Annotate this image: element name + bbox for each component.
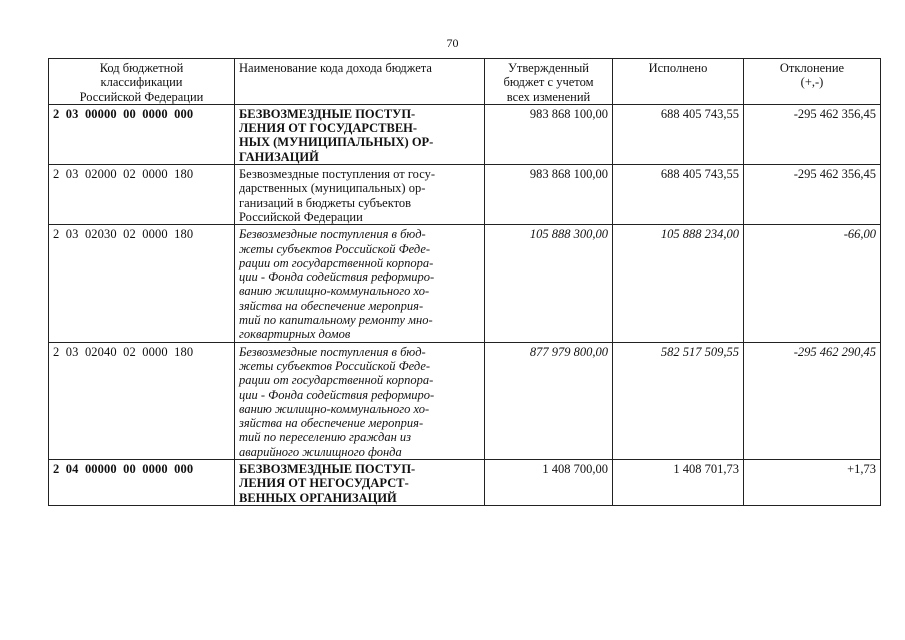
row-name-line: гоквартирных домов bbox=[239, 327, 351, 342]
row-deviation: -66,00 bbox=[744, 225, 881, 342]
row-deviation: -295 462 290,45 bbox=[744, 342, 881, 459]
table-header-row bbox=[49, 59, 881, 105]
row-name-line: тий по переселению граждан из bbox=[239, 430, 412, 445]
row-name-line: Безвозмездные поступления от госу- bbox=[239, 167, 436, 182]
row-name-line: зяйства на обеспечение мероприя- bbox=[239, 416, 424, 431]
row-name-line: аварийного жилищного фонда bbox=[239, 444, 402, 459]
row-name-line: рации от государственной корпора- bbox=[239, 373, 434, 388]
row-name-line: НЫХ (МУНИЦИПАЛЬНЫХ) ОР- bbox=[239, 135, 434, 150]
header-plan-line: Утвержденный bbox=[508, 61, 589, 75]
row-name-line: ции - Фонда содействия реформиро- bbox=[239, 270, 435, 285]
row-name-line: жеты субъектов Российской Феде- bbox=[239, 241, 431, 256]
header-plan-line: всех изменений bbox=[506, 89, 591, 104]
row-name-line: ции - Фонда содействия реформиро- bbox=[239, 387, 435, 402]
header-code bbox=[49, 59, 235, 105]
row-executed: 688 405 743,55 bbox=[613, 104, 744, 164]
row-name-line: Безвозмездные поступления в бюд- bbox=[239, 227, 426, 242]
row-name-line: ванию жилищно-коммунального хо- bbox=[239, 284, 430, 299]
row-name-line: жеты субъектов Российской Феде- bbox=[239, 358, 431, 373]
header-deviation-line: Отклонение bbox=[779, 61, 845, 75]
header-plan bbox=[485, 59, 613, 105]
row-plan: 877 979 800,00 bbox=[485, 342, 613, 459]
row-deviation: -295 462 356,45 bbox=[744, 165, 881, 225]
row-plan: 1 408 700,00 bbox=[485, 460, 613, 506]
header-deviation-line: (+,-) bbox=[800, 75, 824, 90]
row-name-line: ЛЕНИЯ ОТ НЕГОСУДАРСТ- bbox=[239, 476, 409, 491]
row-executed: 1 408 701,73 bbox=[613, 460, 744, 506]
row-plan: 983 868 100,00 bbox=[485, 165, 613, 225]
row-name-line: ганизаций в бюджеты субъектов bbox=[239, 195, 412, 210]
row-name-line: БЕЗВОЗМЕЗДНЫЕ ПОСТУП- bbox=[239, 462, 416, 477]
row-code: 2 03 00000 00 0000 000 bbox=[49, 104, 235, 164]
row-name bbox=[235, 225, 485, 342]
row-name bbox=[235, 460, 485, 506]
table-row bbox=[49, 165, 881, 225]
header-code-line: Код бюджетной bbox=[99, 61, 184, 75]
row-name-line: ГАНИЗАЦИЙ bbox=[239, 149, 319, 164]
header-name: Наименование кода дохода бюджета bbox=[235, 59, 485, 105]
table-row bbox=[49, 104, 881, 164]
header-code-line: Российской Федерации bbox=[79, 89, 204, 104]
row-name-line: дарственных (муниципальных) ор- bbox=[239, 181, 426, 196]
row-name bbox=[235, 104, 485, 164]
row-name-line: тий по капитальному ремонту мно- bbox=[239, 313, 433, 328]
row-code: 2 04 00000 00 0000 000 bbox=[49, 460, 235, 506]
row-executed: 105 888 234,00 bbox=[613, 225, 744, 342]
row-name-line: Безвозмездные поступления в бюд- bbox=[239, 344, 426, 359]
row-name-line: ванию жилищно-коммунального хо- bbox=[239, 401, 430, 416]
row-code: 2 03 02030 02 0000 180 bbox=[49, 225, 235, 342]
budget-revenue-table bbox=[48, 58, 881, 506]
row-name-line: рации от государственной корпора- bbox=[239, 255, 434, 270]
row-name bbox=[235, 165, 485, 225]
row-plan: 983 868 100,00 bbox=[485, 104, 613, 164]
row-code: 2 03 02000 02 0000 180 bbox=[49, 165, 235, 225]
row-executed: 582 517 509,55 bbox=[613, 342, 744, 459]
row-name-line: ВЕННЫХ ОРГАНИЗАЦИЙ bbox=[239, 490, 397, 505]
row-plan: 105 888 300,00 bbox=[485, 225, 613, 342]
row-executed: 688 405 743,55 bbox=[613, 165, 744, 225]
header-executed: Исполнено bbox=[613, 59, 744, 105]
header-plan-line: бюджет с учетом bbox=[503, 75, 594, 90]
row-name-line: ЛЕНИЯ ОТ ГОСУДАРСТВЕН- bbox=[239, 121, 418, 136]
row-deviation: +1,73 bbox=[744, 460, 881, 506]
header-code-line: классификации bbox=[100, 75, 183, 90]
header-deviation bbox=[744, 59, 881, 105]
row-name-line: Российской Федерации bbox=[239, 209, 363, 224]
row-name-line: БЕЗВОЗМЕЗДНЫЕ ПОСТУП- bbox=[239, 106, 416, 121]
row-name-line: зяйства на обеспечение мероприя- bbox=[239, 298, 424, 313]
page-number: 70 bbox=[446, 36, 459, 50]
row-code: 2 03 02040 02 0000 180 bbox=[49, 342, 235, 459]
table-row bbox=[49, 342, 881, 459]
table-row bbox=[49, 460, 881, 506]
table-row bbox=[49, 225, 881, 342]
row-deviation: -295 462 356,45 bbox=[744, 104, 881, 164]
row-name bbox=[235, 342, 485, 459]
